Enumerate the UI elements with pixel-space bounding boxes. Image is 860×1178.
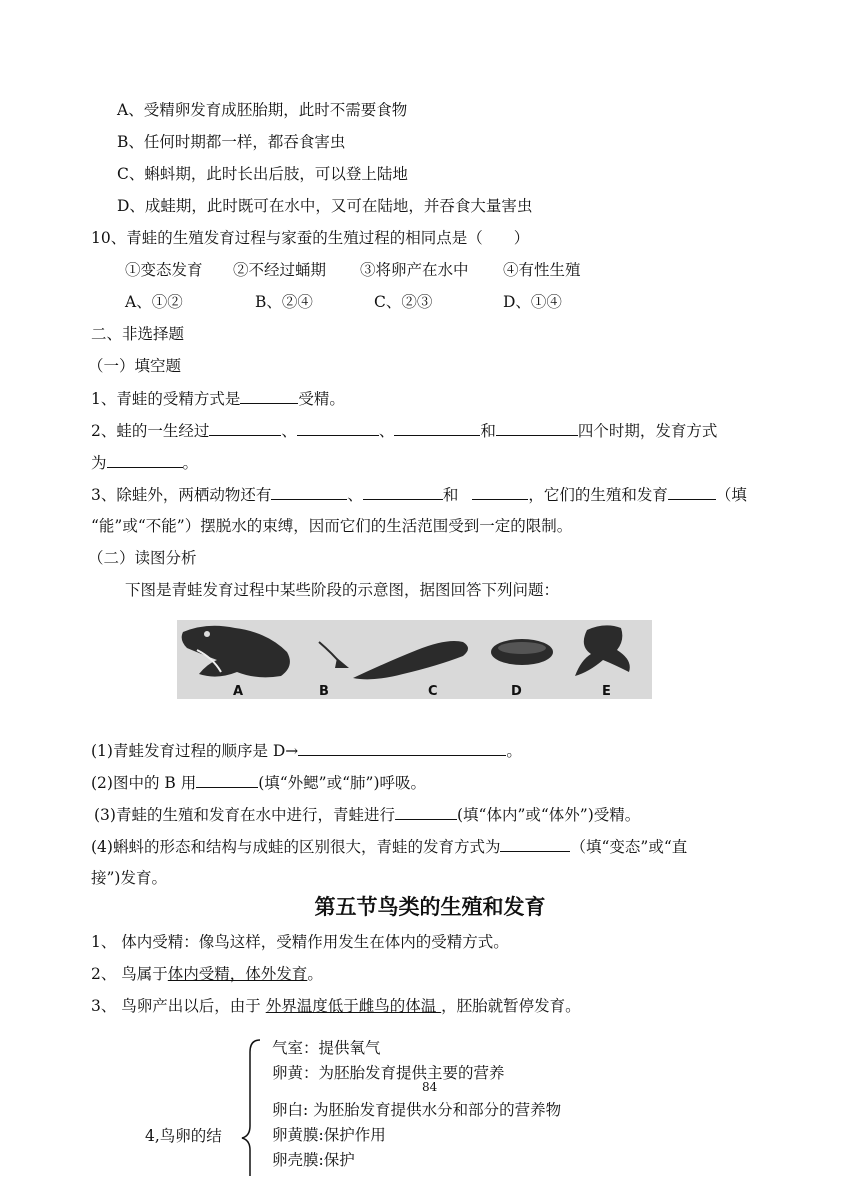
figure-label-b: B xyxy=(319,684,329,699)
figure-label-c: C xyxy=(428,684,438,699)
figure-intro: 下图是青蛙发育过程中某些阶段的示意图，据图回答下列问题： xyxy=(125,581,560,599)
tadpole-image xyxy=(353,641,468,679)
figure-label-a: A xyxy=(233,684,244,699)
figure-question-1: (1)青蛙发育过程的顺序是 D→ 。 xyxy=(91,739,522,762)
figure-question-3: (3)青蛙的生殖和发育在水中进行，青蛙进行 (填“体内”或“体外”)受精。 xyxy=(94,803,640,826)
q9-option-d: D、成蛙期，此时既可在水中，又可在陆地，并吞食大量害虫 xyxy=(117,197,533,215)
egg-mass-image xyxy=(491,639,553,665)
curly-brace-icon xyxy=(240,1038,264,1178)
egg-part-albumen: 卵白: 为胚胎发育提供水分和部分的营养物 xyxy=(272,1101,562,1119)
answer-blank[interactable] xyxy=(271,483,347,500)
figure-label-e: E xyxy=(602,684,611,699)
bird-point-1: 1、 体内受精：像鸟这样，受精作用发生在体内的受精方式。 xyxy=(91,933,509,951)
frog-development-figure xyxy=(177,620,652,699)
figure-question-4: (4)蝌蚪的形态和结构与成蛙的区别很大，青蛙的发育方式为 （填“变态”或“直 xyxy=(91,835,687,858)
answer-blank[interactable] xyxy=(472,483,528,500)
answer-blank[interactable] xyxy=(209,419,281,436)
fill-question-3-cont: “能”或“不能”）摆脱水的束缚，因而它们的生活范围受到一定的限制。 xyxy=(91,517,573,535)
fill-question-1: 1、青蛙的受精方式是 受精。 xyxy=(91,387,345,410)
answer-blank[interactable] xyxy=(668,483,716,500)
fill-question-2-cont: 为 。 xyxy=(91,451,198,474)
subsection-figure-analysis: （二）读图分析 xyxy=(88,549,197,567)
subsection-fill-in: （一）填空题 xyxy=(88,357,182,375)
frog-stages-illustration xyxy=(177,620,652,699)
tadpole-small-image xyxy=(319,642,349,668)
q9-option-a: A、受精卵发育成胚胎期，此时不需要食物 xyxy=(117,101,408,119)
q9-option-c: C、蝌蚪期，此时长出后肢，可以登上陆地 xyxy=(117,165,408,183)
young-frog-image xyxy=(575,625,630,676)
q10-option-b: B、②④ xyxy=(255,293,313,311)
figure-label-d: D xyxy=(511,684,522,699)
answer-blank[interactable] xyxy=(298,739,506,756)
q10-option-d: D、①④ xyxy=(503,293,562,311)
answer-blank[interactable] xyxy=(240,387,298,404)
q10-item-1: ①变态发育 xyxy=(125,261,203,279)
q10-option-a: A、①② xyxy=(125,293,183,311)
egg-structure-label: 4,鸟卵的结 xyxy=(145,1127,222,1145)
egg-part-yolk: 卵黄：为胚胎发育提供主要的营养 xyxy=(272,1064,505,1082)
bird-point-2: 2、 鸟属于体内受精，体外发育。 xyxy=(91,965,323,983)
adult-frog-image xyxy=(182,626,290,678)
fill-question-2: 2、蛙的一生经过 、 、 和 四个时期，发育方式 xyxy=(91,419,717,442)
q9-option-b: B、任何时期都一样，都吞食害虫 xyxy=(117,133,346,151)
answer-blank[interactable] xyxy=(107,451,183,468)
answer-blank[interactable] xyxy=(496,419,578,436)
answer-blank[interactable] xyxy=(363,483,443,500)
section2-heading: 二、非选择题 xyxy=(91,325,185,343)
egg-part-shell-membrane: 卵壳膜:保护 xyxy=(272,1151,355,1169)
bird-point-3: 3、 鸟卵产出以后，由于 外界温度低于雌鸟的体温 ，胚胎就暂停发育。 xyxy=(91,997,581,1015)
answer-blank[interactable] xyxy=(297,419,379,436)
section-title: 第五节鸟类的生殖和发育 xyxy=(314,895,546,919)
q10-item-3: ③将卵产在水中 xyxy=(360,261,469,279)
figure-question-4-cont: 接”)发育。 xyxy=(91,869,167,887)
answer-blank[interactable] xyxy=(500,835,570,852)
figure-question-2: (2)图中的 B 用 (填“外鳃”或“肺”)呼吸。 xyxy=(91,771,426,794)
fill-question-3: 3、除蛙外，两栖动物还有 、 和 ，它们的生殖和发育 （填 xyxy=(91,483,747,506)
answer-blank[interactable] xyxy=(394,419,480,436)
q10-item-2: ②不经过蛹期 xyxy=(233,261,327,279)
egg-part-yolk-membrane: 卵黄膜:保护作用 xyxy=(272,1126,386,1144)
q10-option-c: C、②③ xyxy=(374,293,433,311)
egg-part-air-cell: 气室：提供氧气 xyxy=(272,1039,381,1057)
q10-item-4: ④有性生殖 xyxy=(503,261,581,279)
q10-stem: 10、青蛙的生殖发育过程与家蚕的生殖过程的相同点是（ ） xyxy=(91,229,530,247)
answer-blank[interactable] xyxy=(196,771,258,788)
answer-blank[interactable] xyxy=(395,803,457,820)
page-number: 84 xyxy=(422,1080,438,1094)
